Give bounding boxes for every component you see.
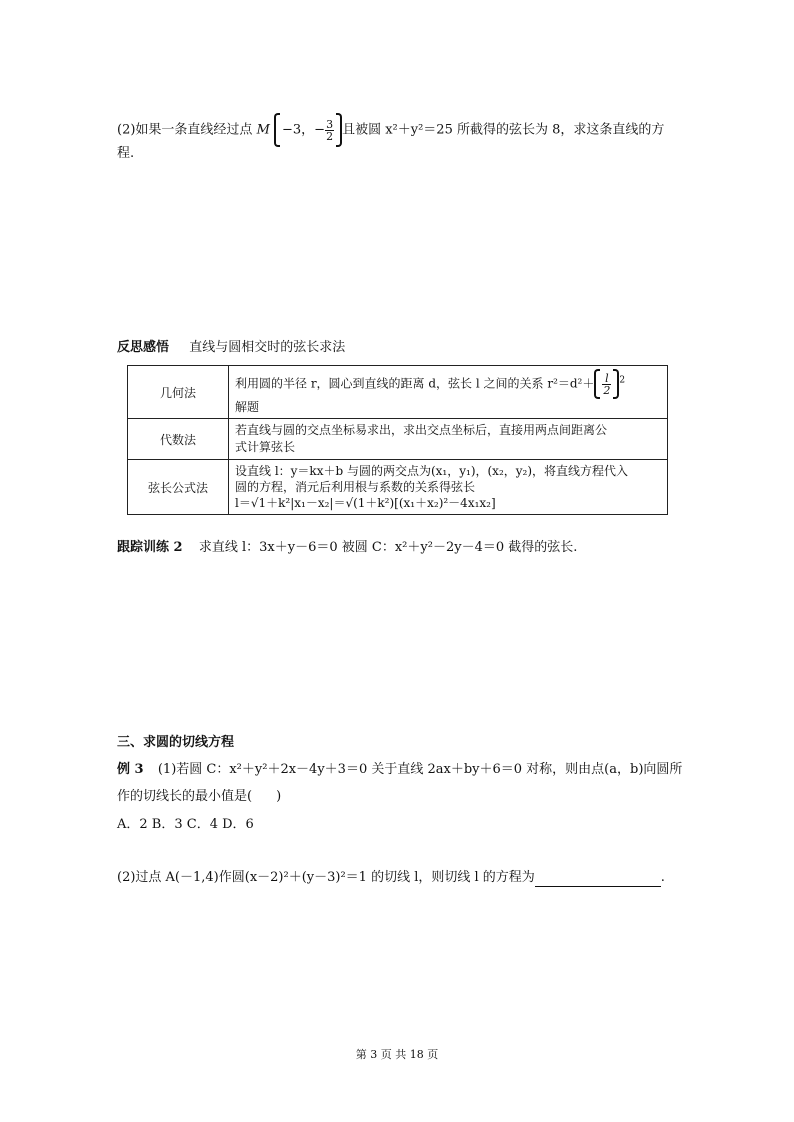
point-variable: M	[256, 122, 270, 138]
table-row	[128, 366, 668, 419]
example-3-part-2: (2)过点 A(－1,4)作圆(x－2)²＋(y－3)²＝1 的切线 l，则切线 l 的方程为 .	[117, 870, 665, 885]
methods-table	[127, 365, 668, 515]
practice-label: 跟踪训练 2	[117, 540, 183, 555]
question-2-text: 且被圆 x²＋y²＝25 所截得的弦长为 8，求这条直线的方	[342, 122, 665, 138]
fraction: $\frac{3}{2}$	[326, 117, 334, 143]
page-footer: 第 3 页 共 18 页	[355, 1048, 439, 1061]
question-2-line-2: 程.	[117, 146, 135, 161]
practice-2	[117, 539, 577, 557]
question-2-line-1: (2)如果一条直线经过点 M −3，− $\frac{3}{2}$ 且被圆 x²＋y²＝25 所截得的弦长为 8，求这条直线的方	[117, 113, 664, 147]
point-coords: −3，−	[282, 122, 326, 138]
method-description: 设直线 l：y＝kx＋b 与圆的两交点为(x₁，y₁)，(x₂，y₂)，将直线方程代入 圆的方程，消元后利用根与系数的关系得弦长 l＝√1＋k²|x₁－x₂|＝√(1＋k²)[(x₁＋x₂)²－4x₁x₂]	[229, 460, 668, 515]
example-3-line-2: 作的切线长的最小值是( )	[117, 789, 282, 804]
section-title: 三、求圆的切线方程	[117, 735, 235, 750]
method-name: 代数法	[128, 419, 229, 460]
method-name: 几何法	[128, 366, 229, 419]
answer-blank[interactable]	[535, 872, 661, 887]
method-name: 弦长公式法	[128, 460, 229, 515]
practice-text: 求直线 l：3x＋y－6＝0 被圆 C：x²＋y²－2y－4＝0 截得的弦长.	[198, 540, 578, 555]
left-bracket	[274, 113, 280, 147]
example-3-line-1: 例 3 (1)若圆 C：x²＋y²＋2x－4y＋3＝0 关于直线 2ax＋by＋6＝0 对称，则由点(a，b)向圆所	[117, 762, 683, 777]
method-description: 若直线与圆的交点坐标易求出，求出交点坐标后，直接用两点间距离公 式计算弦长	[229, 419, 668, 460]
example-3-choices: A．2 B．3 C．4 D．6	[117, 817, 254, 832]
reflection-label: 反思感悟	[117, 340, 170, 355]
table-row	[128, 460, 668, 515]
table-row	[128, 419, 668, 460]
method-description: 利用圆的半径 r，圆心到直线的距离 d，弦长 l 之间的关系 r²＝d²＋ $\frac{l}{2}$ $^2$ 解题	[229, 366, 668, 419]
example-label: 例 3	[117, 762, 144, 777]
reflection-header	[117, 339, 345, 357]
reflection-title: 直线与圆相交时的弦长求法	[189, 340, 346, 355]
